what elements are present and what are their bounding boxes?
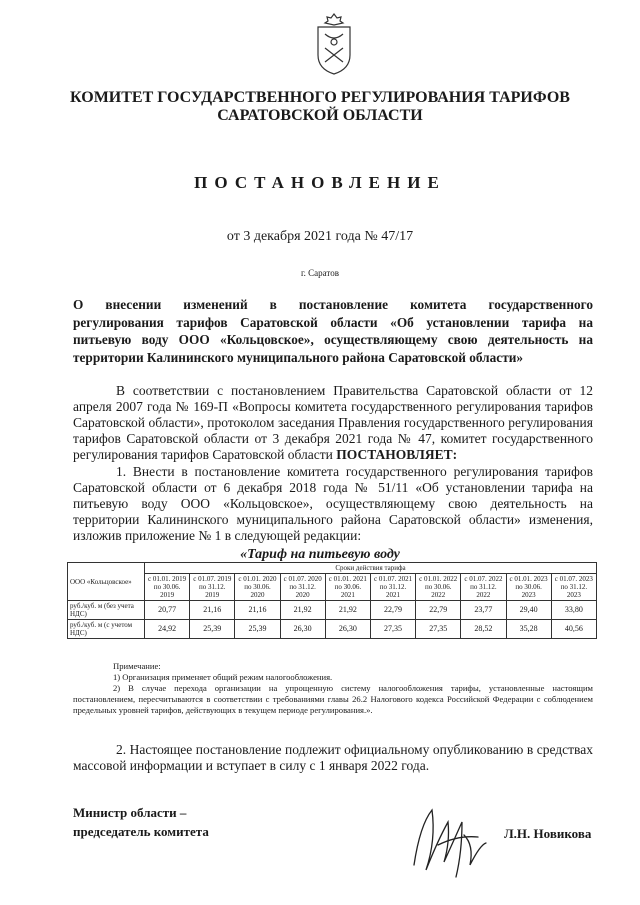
period-header-cell: Сроки действия тарифа bbox=[145, 563, 597, 574]
period-cell: с 01.07. 2021 по 31.12. 2021 bbox=[370, 574, 415, 601]
value-cell: 25,39 bbox=[235, 620, 280, 639]
notes-heading: Примечание: bbox=[113, 661, 161, 671]
value-cell: 21,92 bbox=[325, 601, 370, 620]
value-cell: 25,39 bbox=[190, 620, 235, 639]
value-cell: 21,16 bbox=[190, 601, 235, 620]
value-cell: 21,92 bbox=[280, 601, 325, 620]
value-cell: 26,30 bbox=[280, 620, 325, 639]
table-title: «Тариф на питьевую воду bbox=[240, 547, 400, 562]
org-name-cell: ООО «Кольцовское» bbox=[68, 563, 145, 601]
value-cell: 22,79 bbox=[370, 601, 415, 620]
period-cell: с 01.01. 2019 по 30.06. 2019 bbox=[145, 574, 190, 601]
value-cell: 20,77 bbox=[145, 601, 190, 620]
organization-name-line2: САРАТОВСКОЙ ОБЛАСТИ bbox=[217, 107, 423, 124]
subject-line: территории Калининского муниципального района Саратовской области» bbox=[73, 349, 524, 365]
row-label-cell: руб./куб. м (с учетом НДС) bbox=[68, 620, 145, 639]
period-cell: с 01.01. 2020 по 30.06. 2020 bbox=[235, 574, 280, 601]
period-row bbox=[68, 574, 597, 601]
subject-line: регулирования тарифов Саратовской области «Об установлении тарифа на bbox=[73, 314, 593, 330]
row-label-cell: руб./куб. м (без учета НДС) bbox=[68, 601, 145, 620]
value-cell: 22,79 bbox=[416, 601, 461, 620]
period-cell: с 01.07. 2019 по 31.12. 2019 bbox=[190, 574, 235, 601]
period-cell: с 01.01. 2021 по 30.06. 2021 bbox=[325, 574, 370, 601]
signatory-title-line2: председатель комитета bbox=[73, 824, 209, 839]
value-cell: 35,28 bbox=[506, 620, 551, 639]
signatory-title-line1: Министр области – bbox=[73, 805, 187, 820]
note-2: 2) В случае перехода организации на упрощенную систему налогообложения тарифы, установленные настоящим постановлением, пересчитываются в соответствии с требованиями главы 26.2 Налогового кодекса Российской Федерации с соблюдением предельных уровней тарифов, действующих в текущем периоде регулирования.». bbox=[73, 683, 593, 715]
preamble-text: В соответствии с постановлением Правительства Саратовской области от 12 апреля 2007 года № 169-П «Вопросы комитета государственного регулирования тарифов Саратовской области», протоколом заседания Правления государственного регулирования тарифов Саратовской области от 3 декабря 2021 года № 47, комитет государственного регулирования тарифов Саратовской области bbox=[73, 383, 593, 462]
preamble-decree-word: ПОСТАНОВЛЯЕТ: bbox=[336, 447, 458, 462]
value-cell: 24,92 bbox=[145, 620, 190, 639]
period-cell: с 01.07. 2020 по 31.12. 2020 bbox=[280, 574, 325, 601]
value-cell: 40,56 bbox=[551, 620, 596, 639]
item2-text: 2. Настоящее постановление подлежит официальному опубликованию в средствах массовой информации и вступает в силу с 1 января 2022 года. bbox=[73, 742, 593, 773]
coat-of-arms-emblem bbox=[313, 12, 355, 76]
value-cell: 28,52 bbox=[461, 620, 506, 639]
table-header-row bbox=[68, 563, 597, 574]
value-cell: 29,40 bbox=[506, 601, 551, 620]
handwritten-signature bbox=[404, 795, 494, 885]
organization-name-line1: КОМИТЕТ ГОСУДАРСТВЕННОГО РЕГУЛИРОВАНИЯ ТАРИФОВ bbox=[70, 89, 570, 106]
tariff-table bbox=[67, 562, 597, 639]
note-1: 1) Организация применяет общий режим налогообложения. bbox=[113, 672, 333, 682]
table-row bbox=[68, 620, 597, 639]
document-date-number: от 3 декабря 2021 года № 47/17 bbox=[226, 229, 414, 244]
document-type-title: ПОСТАНОВЛЕНИЕ bbox=[194, 173, 446, 192]
value-cell: 21,16 bbox=[235, 601, 280, 620]
notes-block bbox=[73, 661, 593, 716]
period-cell: с 01.01. 2022 по 30.06. 2022 bbox=[416, 574, 461, 601]
period-cell: с 01.07. 2022 по 31.12. 2022 bbox=[461, 574, 506, 601]
signatory-title bbox=[73, 803, 209, 841]
period-cell: с 01.01. 2023 по 30.06. 2023 bbox=[506, 574, 551, 601]
value-cell: 26,30 bbox=[325, 620, 370, 639]
value-cell: 27,35 bbox=[416, 620, 461, 639]
item1-paragraph bbox=[73, 464, 593, 544]
subject-line: О внесении изменений в постановление комитета государственного bbox=[73, 297, 593, 312]
table-row bbox=[68, 601, 597, 620]
period-cell: с 01.07. 2023 по 31.12. 2023 bbox=[551, 574, 596, 601]
city-name: г. Саратов bbox=[301, 268, 339, 278]
preamble-paragraph bbox=[73, 383, 593, 463]
value-cell: 23,77 bbox=[461, 601, 506, 620]
document-subject bbox=[73, 296, 593, 366]
item1-text: 1. Внести в постановление комитета государственного регулирования тарифов Саратовской области от 6 декабря 2018 года № 51/11 «Об установлении тарифа на питьевую воду ООО «Кольцовское», осуществляющему свою деятельность на территории Калининского муниципального района Саратовской области» изменения, изложив приложение № 1 в следующей редакции: bbox=[73, 464, 593, 543]
value-cell: 27,35 bbox=[370, 620, 415, 639]
subject-line: питьевую воду ООО «Кольцовское», осуществляющему свою деятельность на bbox=[73, 332, 593, 347]
item2-paragraph bbox=[73, 742, 593, 774]
signatory-name: Л.Н. Новикова bbox=[504, 826, 592, 841]
value-cell: 33,80 bbox=[551, 601, 596, 620]
